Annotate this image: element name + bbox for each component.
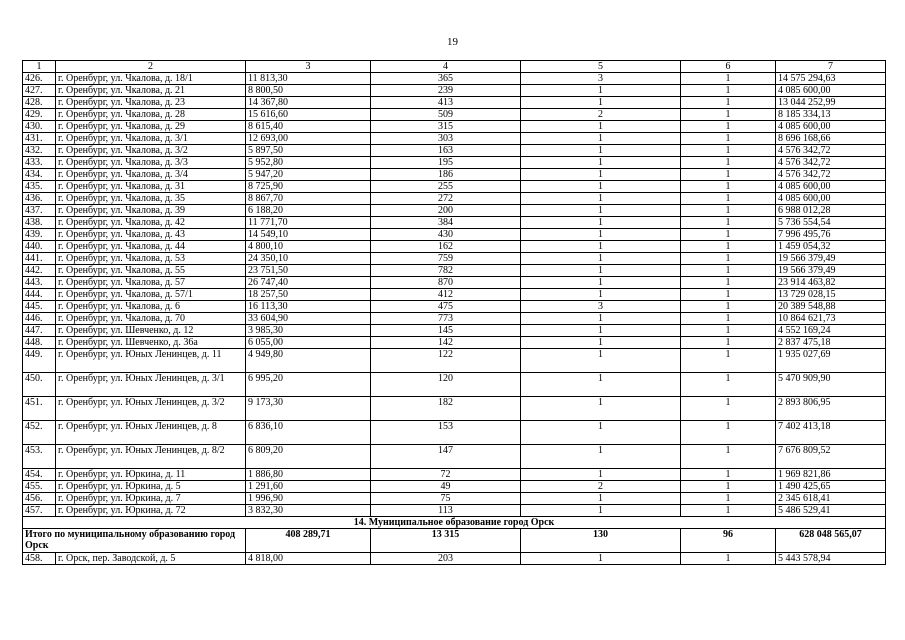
- table-cell-c5: 1: [521, 349, 681, 373]
- table-row: [23, 337, 886, 349]
- table-cell-n: 449.: [23, 349, 56, 373]
- table-cell-n: 426.: [23, 73, 56, 85]
- table-cell-area: 5 897,50: [246, 145, 371, 157]
- table-cell-cost: 20 389 548,88: [776, 301, 886, 313]
- table-cell-addr: г. Оренбург, ул. Чкалова, д. 35: [56, 193, 246, 205]
- table-cell-c6: 1: [681, 505, 776, 517]
- table-cell-area: 4 800,10: [246, 241, 371, 253]
- table-cell-c5: 1: [521, 121, 681, 133]
- table-cell-area: 6 809,20: [246, 445, 371, 469]
- table-cell-c6: 1: [681, 313, 776, 325]
- table-row: [23, 445, 886, 469]
- table-cell-cost: 13 044 252,99: [776, 97, 886, 109]
- table-cell-addr: г. Оренбург, ул. Чкалова, д. 31: [56, 181, 246, 193]
- table-cell-c6: 1: [681, 397, 776, 421]
- table-cell-c6: 1: [681, 121, 776, 133]
- table-cell-n: 430.: [23, 121, 56, 133]
- table-cell-c6: 1: [681, 157, 776, 169]
- table-cell-c6: 1: [681, 109, 776, 121]
- header-cell: 4: [371, 61, 521, 73]
- table-cell-n: 441.: [23, 253, 56, 265]
- total-cell-area: 408 289,71: [246, 529, 371, 553]
- table-cell-people: 147: [371, 445, 521, 469]
- table-cell-n: 435.: [23, 181, 56, 193]
- table-cell-area: 8 615,40: [246, 121, 371, 133]
- table-cell-c5: 1: [521, 85, 681, 97]
- table-cell-people: 120: [371, 373, 521, 397]
- table-cell-addr: г. Оренбург, ул. Чкалова, д. 39: [56, 205, 246, 217]
- table-cell-people: 145: [371, 325, 521, 337]
- table-cell-area: 24 350,10: [246, 253, 371, 265]
- table-cell-c5: 1: [521, 505, 681, 517]
- table-cell-area: 15 616,60: [246, 109, 371, 121]
- table-row: [23, 265, 886, 277]
- table-row: [23, 157, 886, 169]
- table-cell-addr: г. Орск, пер. Заводской, д. 5: [56, 553, 246, 565]
- table-cell-addr: г. Оренбург, ул. Шевченко, д. 36а: [56, 337, 246, 349]
- table-cell-n: 429.: [23, 109, 56, 121]
- header-cell: 7: [776, 61, 886, 73]
- table-cell-c5: 1: [521, 181, 681, 193]
- table-cell-n: 443.: [23, 277, 56, 289]
- table-cell-n: 448.: [23, 337, 56, 349]
- table-cell-n: 455.: [23, 481, 56, 493]
- header-cell: 3: [246, 61, 371, 73]
- table-cell-people: 142: [371, 337, 521, 349]
- header-row: [23, 61, 886, 73]
- table-cell-addr: г. Оренбург, ул. Шевченко, д. 12: [56, 325, 246, 337]
- table-cell-n: 457.: [23, 505, 56, 517]
- header-cell: 1: [23, 61, 56, 73]
- table-cell-c5: 1: [521, 241, 681, 253]
- table-cell-cost: 19 566 379,49: [776, 253, 886, 265]
- table-cell-c6: 1: [681, 553, 776, 565]
- table-row: [23, 205, 886, 217]
- table-cell-n: 451.: [23, 397, 56, 421]
- table-cell-n: 445.: [23, 301, 56, 313]
- table-cell-c5: 1: [521, 325, 681, 337]
- table-cell-people: 759: [371, 253, 521, 265]
- table-cell-c5: 1: [521, 445, 681, 469]
- table-cell-people: 239: [371, 85, 521, 97]
- table-cell-c6: 1: [681, 205, 776, 217]
- table-cell-people: 365: [371, 73, 521, 85]
- table-cell-cost: 1 459 054,32: [776, 241, 886, 253]
- table-cell-c6: 1: [681, 145, 776, 157]
- table-cell-c6: 1: [681, 493, 776, 505]
- table-cell-cost: 4 085 600,00: [776, 121, 886, 133]
- table-row: [23, 145, 886, 157]
- table-cell-people: 195: [371, 157, 521, 169]
- table-cell-addr: г. Оренбург, ул. Юных Ленинцев, д. 11: [56, 349, 246, 373]
- table-cell-addr: г. Оренбург, ул. Юных Ленинцев, д. 3/1: [56, 373, 246, 397]
- table-cell-n: 434.: [23, 169, 56, 181]
- table-row: [23, 469, 886, 481]
- table-cell-area: 9 173,30: [246, 397, 371, 421]
- table-cell-cost: 6 988 012,28: [776, 205, 886, 217]
- table-cell-c6: 1: [681, 181, 776, 193]
- table-cell-cost: 1 935 027,69: [776, 349, 886, 373]
- table-cell-addr: г. Оренбург, ул. Чкалова, д. 28: [56, 109, 246, 121]
- table-cell-addr: г. Оренбург, ул. Чкалова, д. 43: [56, 229, 246, 241]
- table-cell-people: 113: [371, 505, 521, 517]
- table-row: [23, 133, 886, 145]
- table-cell-n: 446.: [23, 313, 56, 325]
- table-cell-c5: 1: [521, 397, 681, 421]
- table-cell-people: 163: [371, 145, 521, 157]
- table-row: [23, 289, 886, 301]
- table-cell-area: 23 751,50: [246, 265, 371, 277]
- table-row: [23, 553, 886, 565]
- table-cell-area: 14 549,10: [246, 229, 371, 241]
- table-cell-cost: 4 085 600,00: [776, 85, 886, 97]
- table-cell-addr: г. Оренбург, ул. Чкалова, д. 53: [56, 253, 246, 265]
- table-cell-cost: 1 969 821,86: [776, 469, 886, 481]
- table-cell-cost: 4 576 342,72: [776, 145, 886, 157]
- table-row: [23, 373, 886, 397]
- table-row: [23, 421, 886, 445]
- table-cell-c5: 1: [521, 289, 681, 301]
- table-row: [23, 493, 886, 505]
- table-row: [23, 229, 886, 241]
- table-cell-c5: 1: [521, 157, 681, 169]
- table-cell-c6: 1: [681, 277, 776, 289]
- table-row: [23, 97, 886, 109]
- table-cell-cost: 5 486 529,41: [776, 505, 886, 517]
- table-cell-people: 272: [371, 193, 521, 205]
- table-cell-area: 1 291,60: [246, 481, 371, 493]
- total-row: [23, 529, 886, 553]
- table-cell-c5: 1: [521, 193, 681, 205]
- section-row: [23, 517, 886, 529]
- table-cell-people: 773: [371, 313, 521, 325]
- table-cell-cost: 2 345 618,41: [776, 493, 886, 505]
- table-cell-area: 6 188,20: [246, 205, 371, 217]
- table-cell-people: 315: [371, 121, 521, 133]
- table-cell-addr: г. Оренбург, ул. Юных Ленинцев, д. 3/2: [56, 397, 246, 421]
- table-cell-c6: 1: [681, 421, 776, 445]
- table-cell-c6: 1: [681, 265, 776, 277]
- table-cell-addr: г. Оренбург, ул. Чкалова, д. 3/1: [56, 133, 246, 145]
- table-cell-people: 162: [371, 241, 521, 253]
- table-cell-people: 413: [371, 97, 521, 109]
- table-cell-n: 433.: [23, 157, 56, 169]
- table-cell-c5: 1: [521, 205, 681, 217]
- table-cell-area: 6 836,10: [246, 421, 371, 445]
- table-cell-c6: 1: [681, 217, 776, 229]
- table-cell-cost: 19 566 379,49: [776, 265, 886, 277]
- table-cell-c6: 1: [681, 253, 776, 265]
- table-cell-addr: г. Оренбург, ул. Чкалова, д. 57: [56, 277, 246, 289]
- table-cell-addr: г. Оренбург, ул. Чкалова, д. 6: [56, 301, 246, 313]
- table-cell-area: 1 886,80: [246, 469, 371, 481]
- table-cell-c6: 1: [681, 193, 776, 205]
- table-cell-c6: 1: [681, 97, 776, 109]
- table-row: [23, 109, 886, 121]
- table-cell-area: 33 604,90: [246, 313, 371, 325]
- table-cell-c6: 1: [681, 289, 776, 301]
- table-cell-c6: 1: [681, 133, 776, 145]
- table-cell-cost: 5 443 578,94: [776, 553, 886, 565]
- table-cell-addr: г. Оренбург, ул. Чкалова, д. 3/3: [56, 157, 246, 169]
- table-cell-area: 12 693,00: [246, 133, 371, 145]
- table-cell-c5: 1: [521, 229, 681, 241]
- table-cell-cost: 10 864 621,73: [776, 313, 886, 325]
- table-cell-cost: 4 576 342,72: [776, 169, 886, 181]
- table-cell-people: 384: [371, 217, 521, 229]
- table-cell-n: 431.: [23, 133, 56, 145]
- table-cell-cost: 7 996 495,76: [776, 229, 886, 241]
- header-cell: 2: [56, 61, 246, 73]
- table-cell-c5: 1: [521, 133, 681, 145]
- page-number: 19: [447, 36, 458, 48]
- table-cell-c5: 1: [521, 493, 681, 505]
- table-cell-c6: 1: [681, 85, 776, 97]
- table-cell-n: 437.: [23, 205, 56, 217]
- table-cell-c6: 1: [681, 445, 776, 469]
- table-cell-c5: 1: [521, 253, 681, 265]
- table-cell-people: 303: [371, 133, 521, 145]
- table-cell-c5: 1: [521, 169, 681, 181]
- table-cell-c5: 3: [521, 73, 681, 85]
- table-cell-people: 255: [371, 181, 521, 193]
- table-cell-cost: 14 575 294,63: [776, 73, 886, 85]
- table-cell-n: 442.: [23, 265, 56, 277]
- table-cell-c5: 3: [521, 301, 681, 313]
- table-cell-cost: 1 490 425,65: [776, 481, 886, 493]
- table-cell-cost: 13 729 028,15: [776, 289, 886, 301]
- table-row: [23, 121, 886, 133]
- table-cell-c5: 1: [521, 421, 681, 445]
- table-cell-cost: 2 893 806,95: [776, 397, 886, 421]
- table-cell-c6: 1: [681, 373, 776, 397]
- table-cell-addr: г. Оренбург, ул. Юркина, д. 11: [56, 469, 246, 481]
- table-cell-addr: г. Оренбург, ул. Чкалова, д. 21: [56, 85, 246, 97]
- table-cell-area: 8 800,50: [246, 85, 371, 97]
- housing-table: [22, 60, 886, 565]
- table-cell-c6: 1: [681, 325, 776, 337]
- table-cell-cost: 8 696 168,66: [776, 133, 886, 145]
- table-cell-people: 412: [371, 289, 521, 301]
- table-cell-n: 444.: [23, 289, 56, 301]
- table-cell-people: 430: [371, 229, 521, 241]
- table-cell-c5: 1: [521, 97, 681, 109]
- table-cell-c6: 1: [681, 337, 776, 349]
- table-cell-c5: 1: [521, 265, 681, 277]
- table-cell-n: 450.: [23, 373, 56, 397]
- table-cell-area: 6 055,00: [246, 337, 371, 349]
- table-cell-c5: 2: [521, 481, 681, 493]
- table-cell-people: 203: [371, 553, 521, 565]
- table-cell-n: 452.: [23, 421, 56, 445]
- table-cell-c5: 2: [521, 109, 681, 121]
- table-cell-area: 18 257,50: [246, 289, 371, 301]
- table-cell-cost: 5 736 554,54: [776, 217, 886, 229]
- table-cell-people: 153: [371, 421, 521, 445]
- table-cell-c6: 1: [681, 73, 776, 85]
- table-cell-c5: 1: [521, 145, 681, 157]
- table-cell-n: 447.: [23, 325, 56, 337]
- table-cell-n: 432.: [23, 145, 56, 157]
- table-row: [23, 253, 886, 265]
- table-cell-addr: г. Оренбург, ул. Чкалова, д. 29: [56, 121, 246, 133]
- table-cell-addr: г. Оренбург, ул. Юных Ленинцев, д. 8: [56, 421, 246, 445]
- table-cell-area: 4 818,00: [246, 553, 371, 565]
- total-cell-c6: 96: [681, 529, 776, 553]
- table-cell-c5: 1: [521, 313, 681, 325]
- section-title: 14. Муниципальное образование город Орск: [23, 517, 886, 529]
- table-row: [23, 325, 886, 337]
- table-cell-area: 26 747,40: [246, 277, 371, 289]
- table-cell-people: 122: [371, 349, 521, 373]
- table-cell-addr: г. Оренбург, ул. Чкалова, д. 3/2: [56, 145, 246, 157]
- table-cell-n: 427.: [23, 85, 56, 97]
- table-cell-c5: 1: [521, 217, 681, 229]
- table-cell-c6: 1: [681, 229, 776, 241]
- table-row: [23, 481, 886, 493]
- table-cell-addr: г. Оренбург, ул. Чкалова, д. 23: [56, 97, 246, 109]
- table-cell-area: 8 867,70: [246, 193, 371, 205]
- table-cell-c6: 1: [681, 481, 776, 493]
- table-cell-area: 6 995,20: [246, 373, 371, 397]
- table-cell-people: 200: [371, 205, 521, 217]
- table-cell-cost: 4 552 169,24: [776, 325, 886, 337]
- table-cell-addr: г. Оренбург, ул. Чкалова, д. 42: [56, 217, 246, 229]
- table-cell-n: 453.: [23, 445, 56, 469]
- table-cell-c5: 1: [521, 373, 681, 397]
- table-row: [23, 505, 886, 517]
- table-cell-area: 16 113,30: [246, 301, 371, 313]
- table-cell-c5: 1: [521, 277, 681, 289]
- table-cell-people: 75: [371, 493, 521, 505]
- total-cell-c5: 130: [521, 529, 681, 553]
- table-cell-people: 870: [371, 277, 521, 289]
- table-row: [23, 397, 886, 421]
- table-cell-cost: 4 085 600,00: [776, 181, 886, 193]
- table-cell-n: 436.: [23, 193, 56, 205]
- table-cell-cost: 2 837 475,18: [776, 337, 886, 349]
- table-cell-addr: г. Оренбург, ул. Чкалова, д. 18/1: [56, 73, 246, 85]
- table-cell-c5: 1: [521, 469, 681, 481]
- table-cell-cost: 4 576 342,72: [776, 157, 886, 169]
- table-cell-n: 439.: [23, 229, 56, 241]
- total-cell-people: 13 315: [371, 529, 521, 553]
- table-cell-cost: 8 185 334,13: [776, 109, 886, 121]
- table-cell-addr: г. Оренбург, ул. Чкалова, д. 3/4: [56, 169, 246, 181]
- table-cell-n: 454.: [23, 469, 56, 481]
- total-label: Итого по муниципальному образованию город Орск: [23, 529, 246, 553]
- table-cell-addr: г. Оренбург, ул. Чкалова, д. 55: [56, 265, 246, 277]
- table-cell-cost: 7 402 413,18: [776, 421, 886, 445]
- table-row: [23, 349, 886, 373]
- table-cell-c5: 1: [521, 337, 681, 349]
- table-cell-people: 186: [371, 169, 521, 181]
- table-row: [23, 169, 886, 181]
- table-cell-area: 8 725,90: [246, 181, 371, 193]
- table-row: [23, 277, 886, 289]
- table-cell-people: 475: [371, 301, 521, 313]
- table-cell-area: 1 996,90: [246, 493, 371, 505]
- table-cell-area: 3 985,30: [246, 325, 371, 337]
- table-cell-n: 458.: [23, 553, 56, 565]
- table-cell-addr: г. Оренбург, ул. Чкалова, д. 44: [56, 241, 246, 253]
- table-row: [23, 193, 886, 205]
- table-cell-addr: г. Оренбург, ул. Юркина, д. 7: [56, 493, 246, 505]
- table-cell-area: 4 949,80: [246, 349, 371, 373]
- table-row: [23, 241, 886, 253]
- table-row: [23, 217, 886, 229]
- table-row: [23, 301, 886, 313]
- table-row: [23, 85, 886, 97]
- table-cell-addr: г. Оренбург, ул. Чкалова, д. 70: [56, 313, 246, 325]
- table-cell-addr: г. Оренбург, ул. Юркина, д. 72: [56, 505, 246, 517]
- table-cell-n: 456.: [23, 493, 56, 505]
- total-cell-cost: 628 048 565,07: [776, 529, 886, 553]
- table-cell-people: 72: [371, 469, 521, 481]
- table-cell-people: 182: [371, 397, 521, 421]
- table-cell-area: 11 813,30: [246, 73, 371, 85]
- table-row: [23, 73, 886, 85]
- table-cell-n: 428.: [23, 97, 56, 109]
- table-cell-n: 440.: [23, 241, 56, 253]
- table-cell-area: 5 947,20: [246, 169, 371, 181]
- header-cell: 6: [681, 61, 776, 73]
- table-cell-people: 782: [371, 265, 521, 277]
- table-cell-people: 509: [371, 109, 521, 121]
- table-cell-c5: 1: [521, 553, 681, 565]
- table-cell-people: 49: [371, 481, 521, 493]
- header-cell: 5: [521, 61, 681, 73]
- table-cell-c6: 1: [681, 469, 776, 481]
- table-cell-cost: 4 085 600,00: [776, 193, 886, 205]
- table-cell-addr: г. Оренбург, ул. Юркина, д. 5: [56, 481, 246, 493]
- table-cell-addr: г. Оренбург, ул. Юных Ленинцев, д. 8/2: [56, 445, 246, 469]
- table-cell-c6: 1: [681, 169, 776, 181]
- table-cell-cost: 23 914 463,82: [776, 277, 886, 289]
- table-row: [23, 313, 886, 325]
- table-cell-area: 14 367,80: [246, 97, 371, 109]
- table-cell-cost: 7 676 809,52: [776, 445, 886, 469]
- table-row: [23, 181, 886, 193]
- table-cell-area: 5 952,80: [246, 157, 371, 169]
- table-cell-c6: 1: [681, 301, 776, 313]
- table-cell-addr: г. Оренбург, ул. Чкалова, д. 57/1: [56, 289, 246, 301]
- table-cell-area: 11 771,70: [246, 217, 371, 229]
- table-cell-area: 3 832,30: [246, 505, 371, 517]
- table-cell-c6: 1: [681, 349, 776, 373]
- table-cell-cost: 5 470 909,90: [776, 373, 886, 397]
- table-cell-c6: 1: [681, 241, 776, 253]
- table-cell-n: 438.: [23, 217, 56, 229]
